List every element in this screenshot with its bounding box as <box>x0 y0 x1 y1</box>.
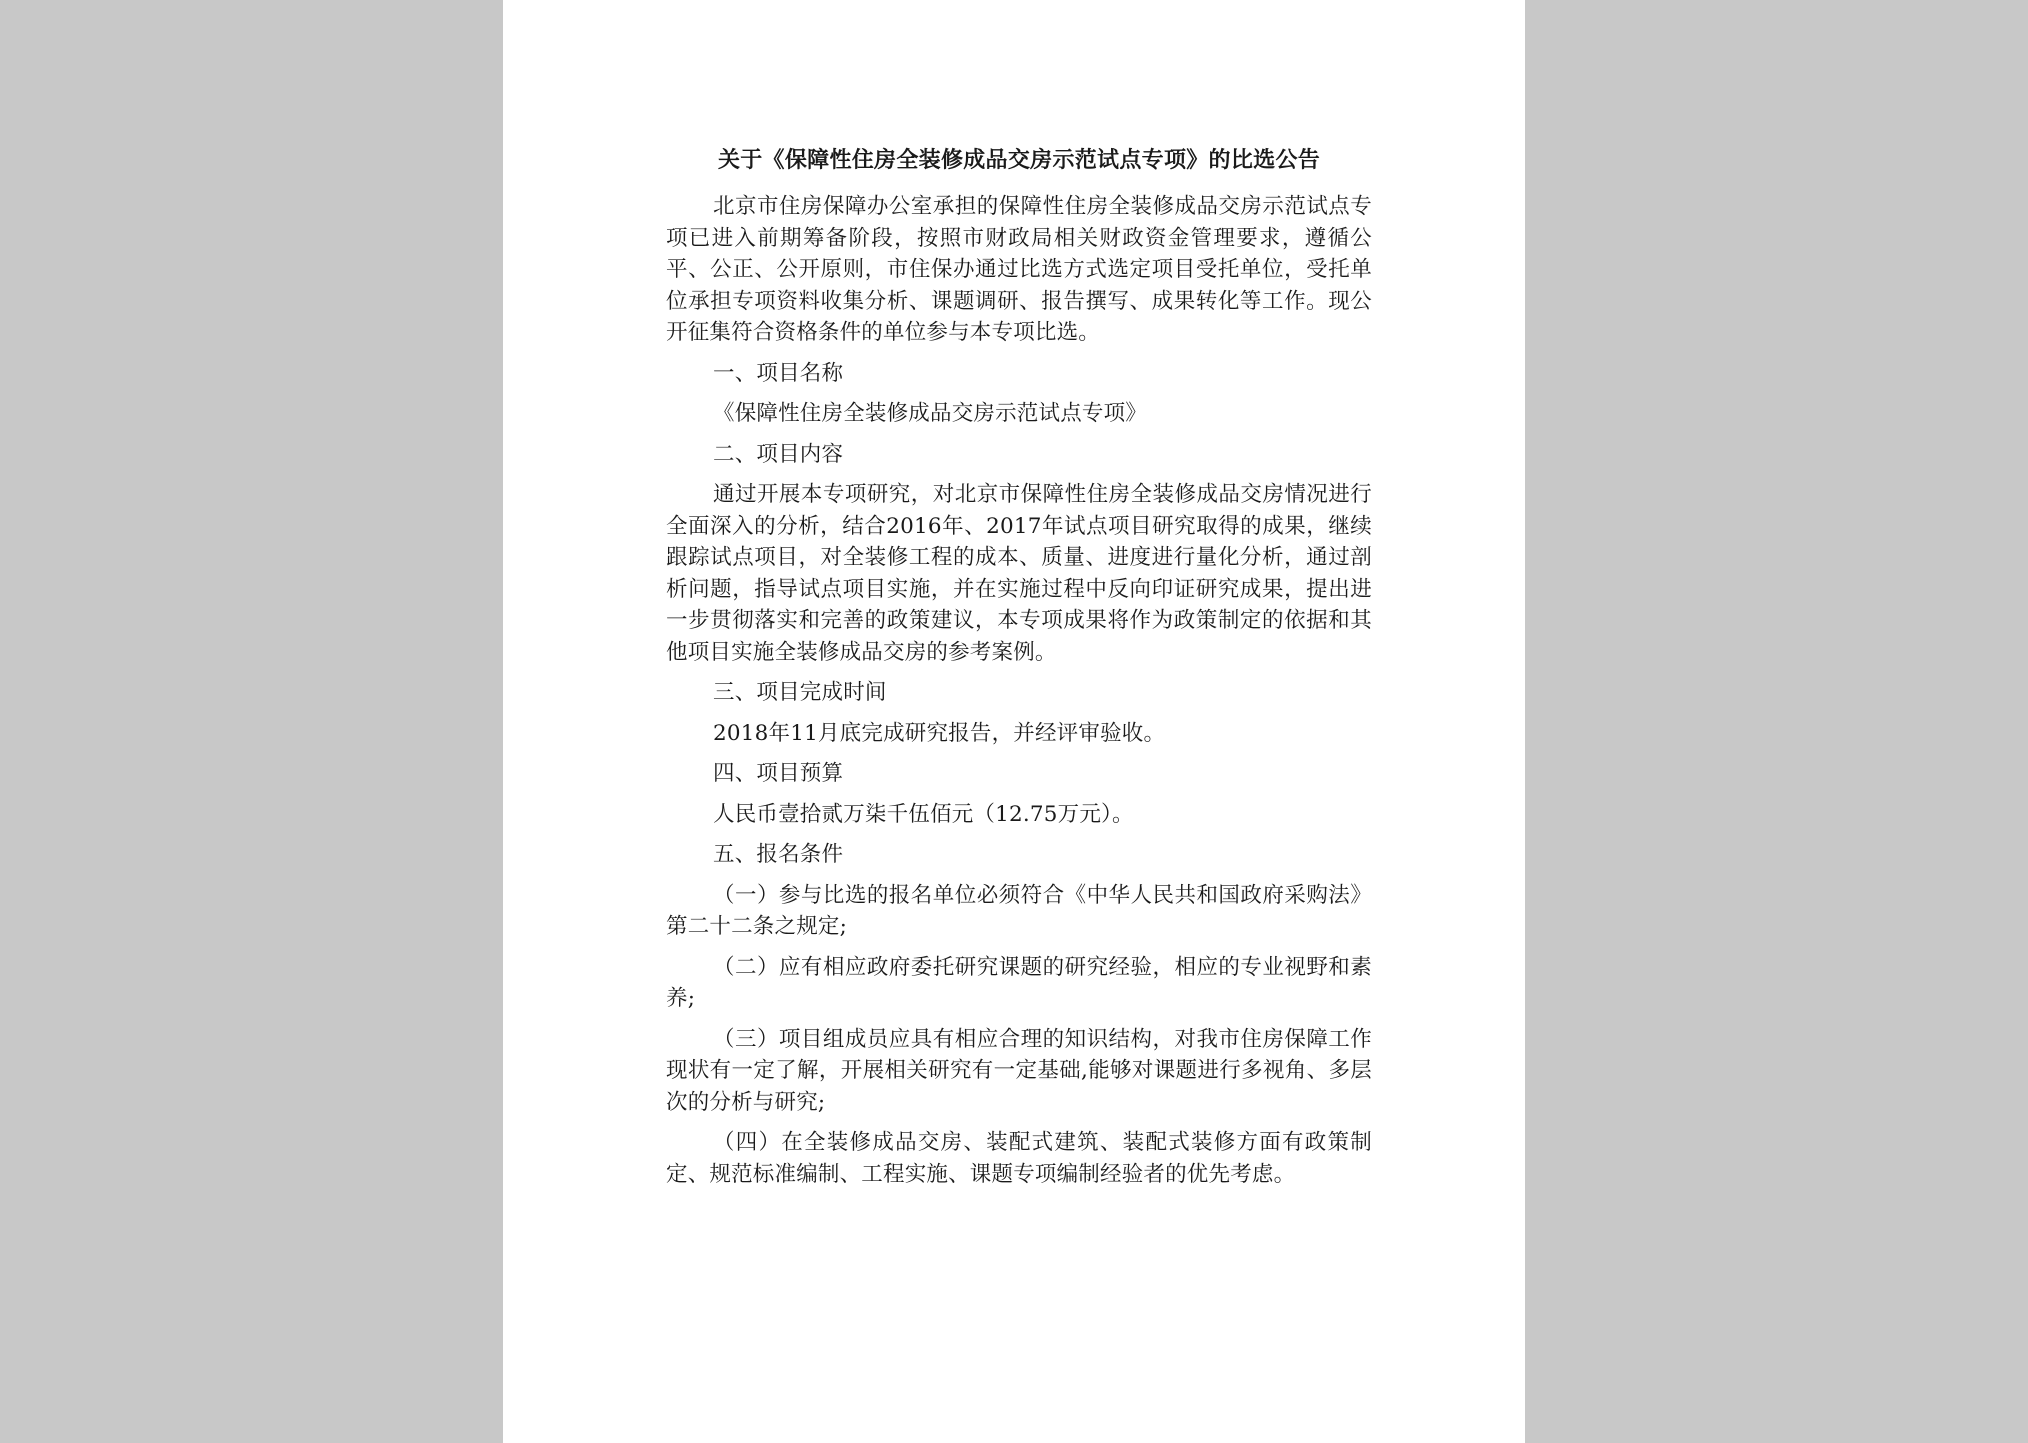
section-heading-project-name: 一、项目名称 <box>713 360 844 386</box>
project-name-text: 《保障性住房全装修成品交房示范试点专项》 <box>713 401 1148 426</box>
document-page <box>503 0 1525 1443</box>
section-heading-requirements: 五、报名条件 <box>713 842 844 867</box>
section-heading-completion-time: 三、项目完成时间 <box>713 680 887 705</box>
section-heading-project-content: 二、项目内容 <box>713 441 844 467</box>
requirement-item: （三）项目组成员应具有相应合理的知识结构，对我市住房保障工作现状有一定了解，开展相关研究有一定基础,能够对课题进行多视角、多层次的分析与研究; <box>666 1026 1372 1115</box>
document-title: 关于《保障性住房全装修成品交房示范试点专项》的比选公告 <box>717 148 1321 173</box>
intro-paragraph: 北京市住房保障办公室承担的保障性住房全装修成品交房示范试点专项已进入前期筹备阶段，按照市财政局相关财政资金管理要求，遵循公平、公正、公开原则，市住保办通过比选方式选定项目受托单位，受托单位承担专项资料收集分析、课题调研、报告撰写、成果转化等工作。现公开征集符合资格条件的单位参与本专项比选。 <box>666 194 1372 345</box>
page-content <box>666 143 1372 1190</box>
project-content-text: 通过开展本专项研究，对北京市保障性住房全装修成品交房情况进行全面深入的分析，结合2016年、2017年试点项目研究取得的成果，继续跟踪试点项目，对全装修工程的成本、质量、进度进行量化分析，通过剖析问题，指导试点项目实施，并在实施过程中反向印证研究成果，提出进一步贯彻落实和完善的政策建议，本专项成果将作为政策制定的依据和其他项目实施全装修成品交房的参考案例。 <box>666 482 1372 665</box>
requirement-item: （一）参与比选的报名单位必须符合《中华人民共和国政府采购法》第二十二条之规定; <box>666 882 1372 939</box>
budget-text: 人民币壹拾贰万柒千伍佰元（12.75万元）。 <box>713 801 1134 827</box>
section-heading-budget: 四、项目预算 <box>713 761 844 786</box>
requirement-item: （四）在全装修成品交房、装配式建筑、装配式装修方面有政策制定、规范标准编制、工程实施、课题专项编制经验者的优先考虑。 <box>666 1130 1372 1187</box>
completion-time-text: 2018年11月底完成研究报告，并经评审验收。 <box>713 720 1166 746</box>
requirement-item: （二）应有相应政府委托研究课题的研究经验，相应的专业视野和素养; <box>666 954 1372 1011</box>
